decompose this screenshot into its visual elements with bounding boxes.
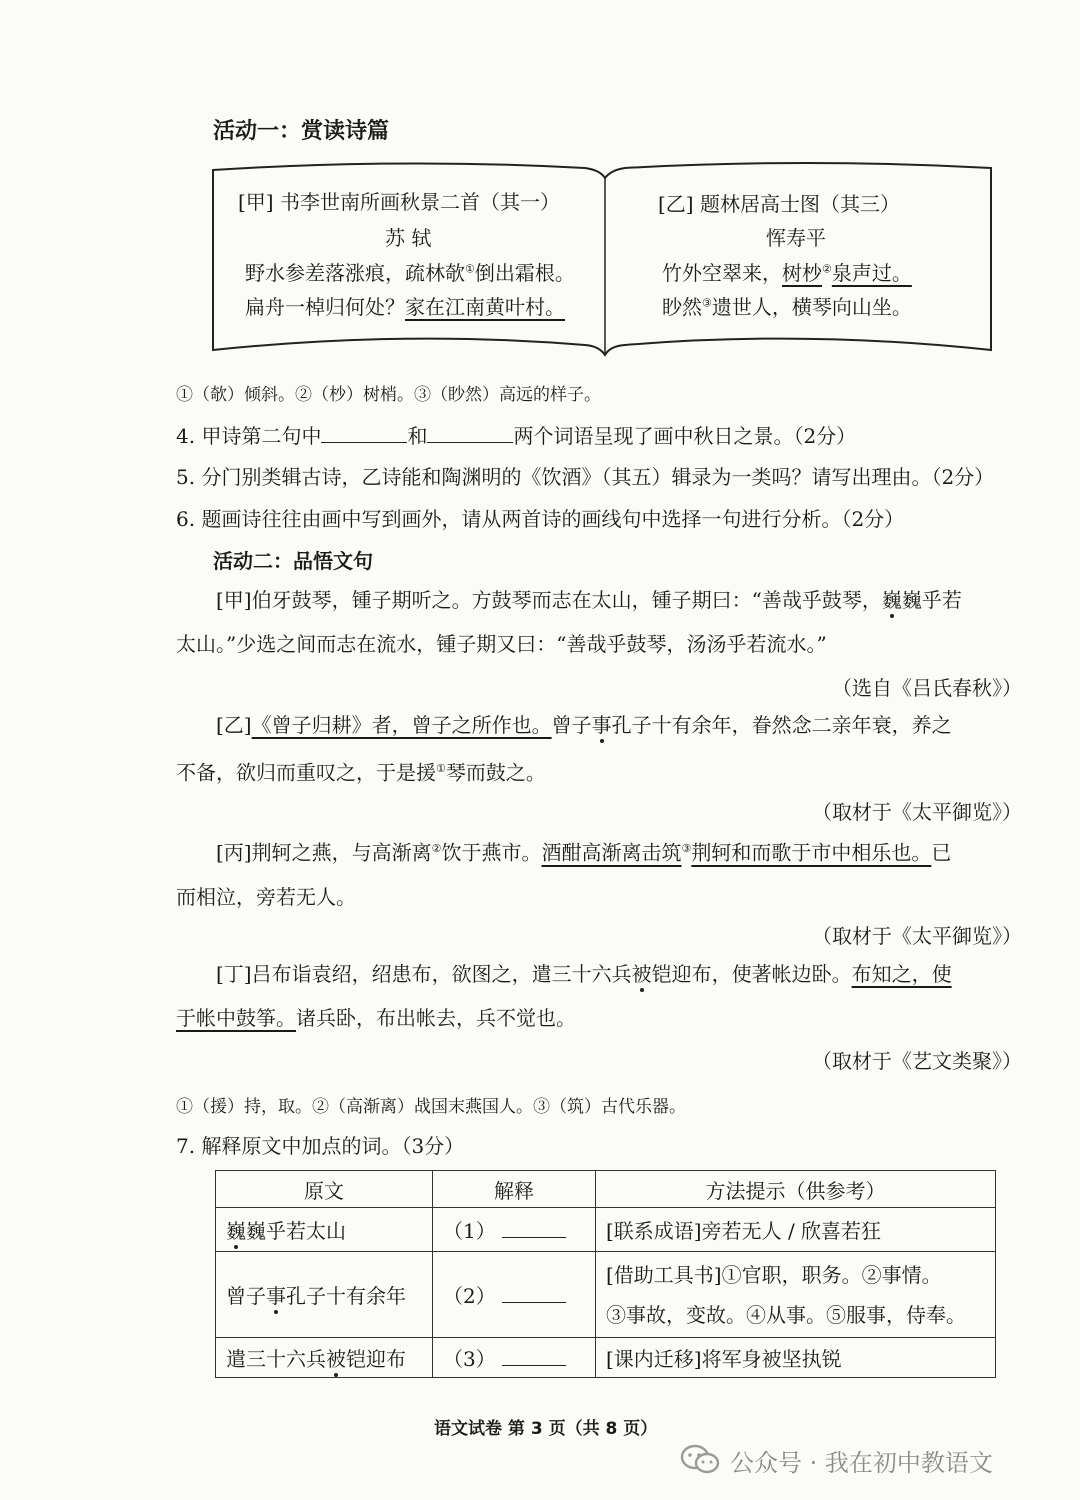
activity1-title: 活动一：赏读诗篇 (213, 119, 390, 144)
answer-blank[interactable] (321, 420, 407, 443)
poem-yi-line1: 竹外空翠来，树杪②泉声过。 (662, 261, 912, 285)
poem-jia-title: [甲] 书李世南所画秋景二首（其一） (238, 190, 560, 214)
row1-original: 巍巍乎若太山 (216, 1208, 433, 1252)
header-explanation: 解释 (433, 1171, 596, 1208)
source-yi: （取材于《太平御览》） (812, 800, 1022, 824)
poem-jia-author: 苏 轼 (385, 226, 432, 250)
row1-hint: [联系成语]旁若无人 / 欣喜若狂 (596, 1208, 996, 1252)
table-header-row (216, 1171, 996, 1208)
answer-blank[interactable] (502, 1215, 566, 1238)
poem-yi-title: [乙] 题林居高士图（其三） (658, 192, 900, 216)
poem-notes: ①（欹）倾斜。②（杪）树梢。③（眇然）高远的样子。 (176, 385, 601, 405)
row3-original: 遣三十六兵被铠迎布 (216, 1338, 433, 1378)
answer-blank[interactable] (502, 1280, 566, 1303)
page-footer: 语文试卷 第 3 页（共 8 页） (434, 1419, 658, 1439)
row3-answer: （3） (433, 1338, 596, 1378)
poem-jia-line1: 野水参差落涨痕，疏林欹①倒出霜根。 (245, 261, 575, 285)
row3-hint: [课内迁移]将军身被坚执锐 (596, 1338, 996, 1378)
answer-blank[interactable] (427, 420, 513, 443)
text-ding: [丁]吕布诣袁绍，绍患布，欲图之，遣三十六兵被铠迎布，使著帐边卧。布知之，使 于帐中鼓筝。诸兵卧，布出帐去，兵不觉也。 (176, 962, 952, 1030)
activity2-title: 活动二：品悟文句 (213, 549, 373, 573)
question-5: 5. 分门别类辑古诗，乙诗能和陶渊明的《饮酒》（其五）辑录为一类吗？请写出理由。（2分） (176, 465, 995, 489)
question-4: 4. 甲诗第二句中 和 两个词语呈现了画中秋日之景。（2分） (176, 420, 856, 449)
header-original: 原文 (216, 1171, 433, 1208)
text-notes: ①（援）持，取。②（高渐离）战国末燕国人。③（筑）古代乐器。 (176, 1097, 686, 1117)
poem-yi-author: 恽寿平 (766, 226, 826, 250)
table-row (216, 1208, 996, 1252)
wechat-icon (680, 1444, 720, 1476)
row2-answer: （2） (433, 1252, 596, 1338)
source-bing: （取材于《太平御览》） (812, 924, 1022, 948)
text-jia: [甲]伯牙鼓琴，锺子期听之。方鼓琴而志在太山，锺子期曰：“善哉乎鼓琴，巍巍乎若 太山。”少选之间而志在流水，锺子期又曰：“善哉乎鼓琴，汤汤乎若流水。” (176, 588, 962, 656)
table-row (216, 1338, 996, 1378)
table-row (216, 1252, 996, 1338)
row2-original: 曾子事孔子十有余年 (216, 1252, 433, 1338)
row1-answer: （1） (433, 1208, 596, 1252)
source-jia: （选自《吕氏春秋》） (832, 676, 1022, 700)
poem-yi-line2: 眇然③遗世人，横琴向山坐。 (662, 295, 912, 319)
watermark (680, 1442, 993, 1478)
question-6: 6. 题画诗往往由画中写到画外，请从两首诗的画线句中选择一句进行分析。（2分） (176, 507, 905, 531)
poem-jia-line2: 扁舟一棹归何处？家在江南黄叶村。 (245, 295, 565, 319)
answer-blank[interactable] (502, 1343, 566, 1366)
watermark-text: 公众号 · 我在初中教语文 (730, 1448, 993, 1477)
source-ding: （取材于《艺文类聚》） (812, 1049, 1022, 1073)
vocab-table (215, 1170, 996, 1378)
text-yi: [乙]《曾子归耕》者，曾子之所作也。曾子事孔子十有余年，眷然念二亲年衰，养之 不备，欲归而重叹之，于是援①琴而鼓之。 (176, 713, 952, 785)
question-7: 7. 解释原文中加点的词。（3分） (176, 1134, 465, 1158)
text-bing: [丙]荆轲之燕，与高渐离②饮于燕市。酒酣高渐离击筑③荆轲和而歌于市中相乐也。已 而相泣，旁若无人。 (176, 840, 952, 909)
header-method: 方法提示（供参考） (596, 1171, 996, 1208)
row2-hint: [借助工具书]①官职，职务。②事情。 ③事故，变故。④从事。⑤服事，侍奉。 (596, 1252, 996, 1338)
